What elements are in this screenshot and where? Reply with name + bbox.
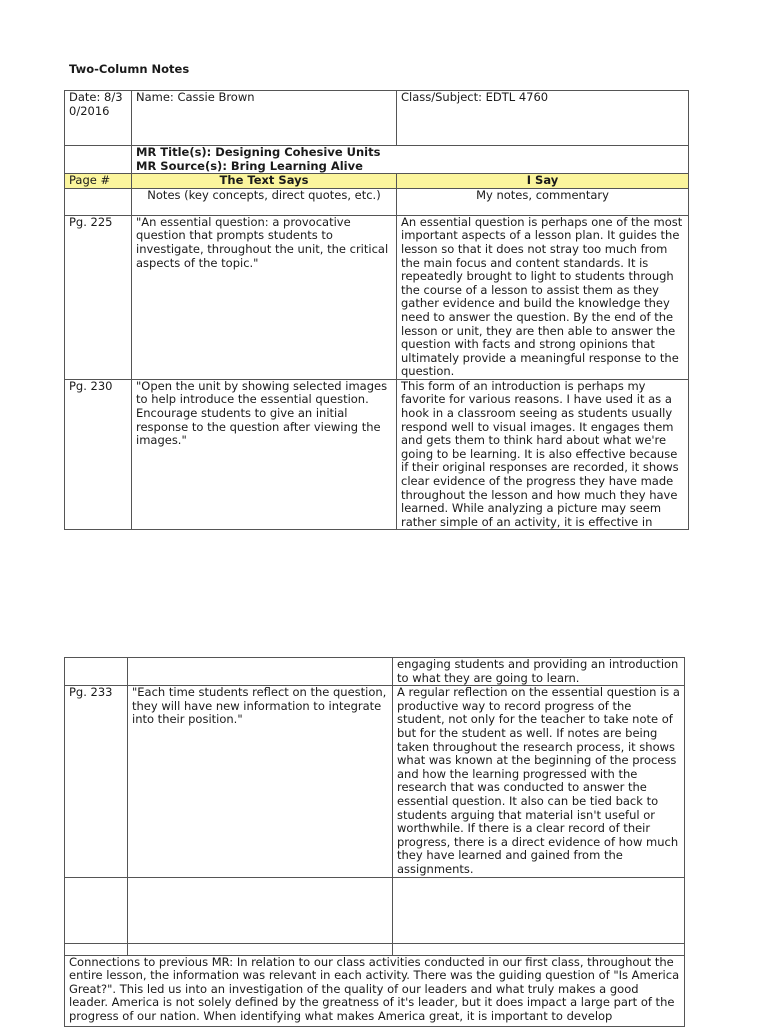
row-text: "Each time students reflect on the question, they will have new information to integrate into their position." xyxy=(128,686,393,877)
mr-info-cell xyxy=(132,146,689,174)
table-row xyxy=(65,215,689,379)
row-comment-text: This form of an introduction is perhaps my favorite for various reasons. I have used it as a hook in a classroom seeing as students usually respond well to visual images. It engages them and gets them to think hard about what we're going to be learning. It is also effective because if their original responses are recorded, it shows clear evidence of the progress they have made throughout the lesson and how much they have learned. While analyzing a picture may seem rather simple of an activity, it is effective in xyxy=(401,379,679,529)
column-subheader-row xyxy=(65,188,689,215)
mr-row xyxy=(65,146,689,174)
row-comment xyxy=(397,379,689,529)
connections-text: Connections to previous MR: In relation to our class activities conducted in our first class, throughout the entire lesson, the information was relevant in each activity. There was the guiding question of "Is America Great?". This led us into an investigation of the quality of our leaders and what truly makes a good leader. America is not solely defined by the greatness of it's leader, but it does impact a large part of the progress of our nation. When identifying what makes America great, it is important to develop xyxy=(69,955,680,1023)
connections-cell xyxy=(65,955,685,1026)
row-text: "Open the unit by showing selected images to help introduce the essential question. Encourage students to give an initial response to the question after viewing the images." xyxy=(132,379,397,529)
row-page: Pg. 233 xyxy=(65,686,128,877)
empty-cell xyxy=(393,943,685,955)
notes-table-page2 xyxy=(64,657,685,1027)
empty-cell xyxy=(65,943,128,955)
mr-sources: MR Source(s): Bring Learning Alive xyxy=(136,158,363,173)
continued-row xyxy=(65,658,685,686)
continued-text-spacer xyxy=(128,658,393,686)
empty-cell xyxy=(128,877,393,943)
class-subject-cell: Class/Subject: EDTL 4760 xyxy=(397,91,689,146)
column-header-row xyxy=(65,174,689,189)
empty-cell xyxy=(393,877,685,943)
col-text-says-header: The Text Says xyxy=(132,174,397,189)
row-page: Pg. 230 xyxy=(65,379,132,529)
col-text-says-sub: Notes (key concepts, direct quotes, etc.) xyxy=(132,188,397,215)
mr-spacer-cell xyxy=(65,146,132,174)
table-row xyxy=(65,686,685,877)
continued-page-spacer xyxy=(65,658,128,686)
col-page-header: Page # xyxy=(65,174,132,189)
subheader-spacer xyxy=(65,188,132,215)
empty-cell xyxy=(128,943,393,955)
row-text: "An essential question: a provocative question that prompts students to investigate, throughout the unit, the critical aspects of the topic." xyxy=(132,215,397,379)
continued-comment: engaging students and providing an introduction to what they are going to learn. xyxy=(393,658,685,686)
empty-cell xyxy=(65,877,128,943)
name-cell: Name: Cassie Brown xyxy=(132,91,397,146)
notes-table-page1 xyxy=(64,90,689,530)
col-i-say-sub: My notes, commentary xyxy=(397,188,689,215)
date-text: Date: 8/30/2016 xyxy=(69,90,123,118)
col-i-say-header: I Say xyxy=(397,174,689,189)
document-title: Two-Column Notes xyxy=(69,62,190,76)
connections-row xyxy=(65,955,685,1026)
header-row xyxy=(65,91,689,146)
row-page: Pg. 225 xyxy=(65,215,132,379)
row-comment xyxy=(397,215,689,379)
row-comment-text: An essential question is perhaps one of the most important aspects of a lesson plan. It guides the lesson so that it does not stray too much from the main focus and content standards. It is repeatedly brought to light to students through the course of a lesson to assist them as they gather evidence and build the knowledge they need to answer the question. By the end of the lesson or unit, they are then able to answer the question with facts and strong opinions that ultimately provide a meaningful response to the question. xyxy=(401,215,683,379)
empty-row-small xyxy=(65,943,685,955)
table-row xyxy=(65,379,689,529)
empty-row xyxy=(65,877,685,943)
date-cell xyxy=(65,91,132,146)
mr-titles: MR Title(s): Designing Cohesive Units xyxy=(136,145,381,159)
row-comment: A regular reflection on the essential question is a productive way to record progress of the student, not only for the teacher to take note of but for the student as well. If notes are being taken throughout the research process, it shows what was known at the beginning of the process and how the learning progressed with the research that was conducted to answer the essential question. It also can be tied back to students arguing that material isn't useful or worthwhile. If there is a clear record of their progress, there is a direct evidence of how much they have learned and gained from the assignments. xyxy=(393,686,685,877)
